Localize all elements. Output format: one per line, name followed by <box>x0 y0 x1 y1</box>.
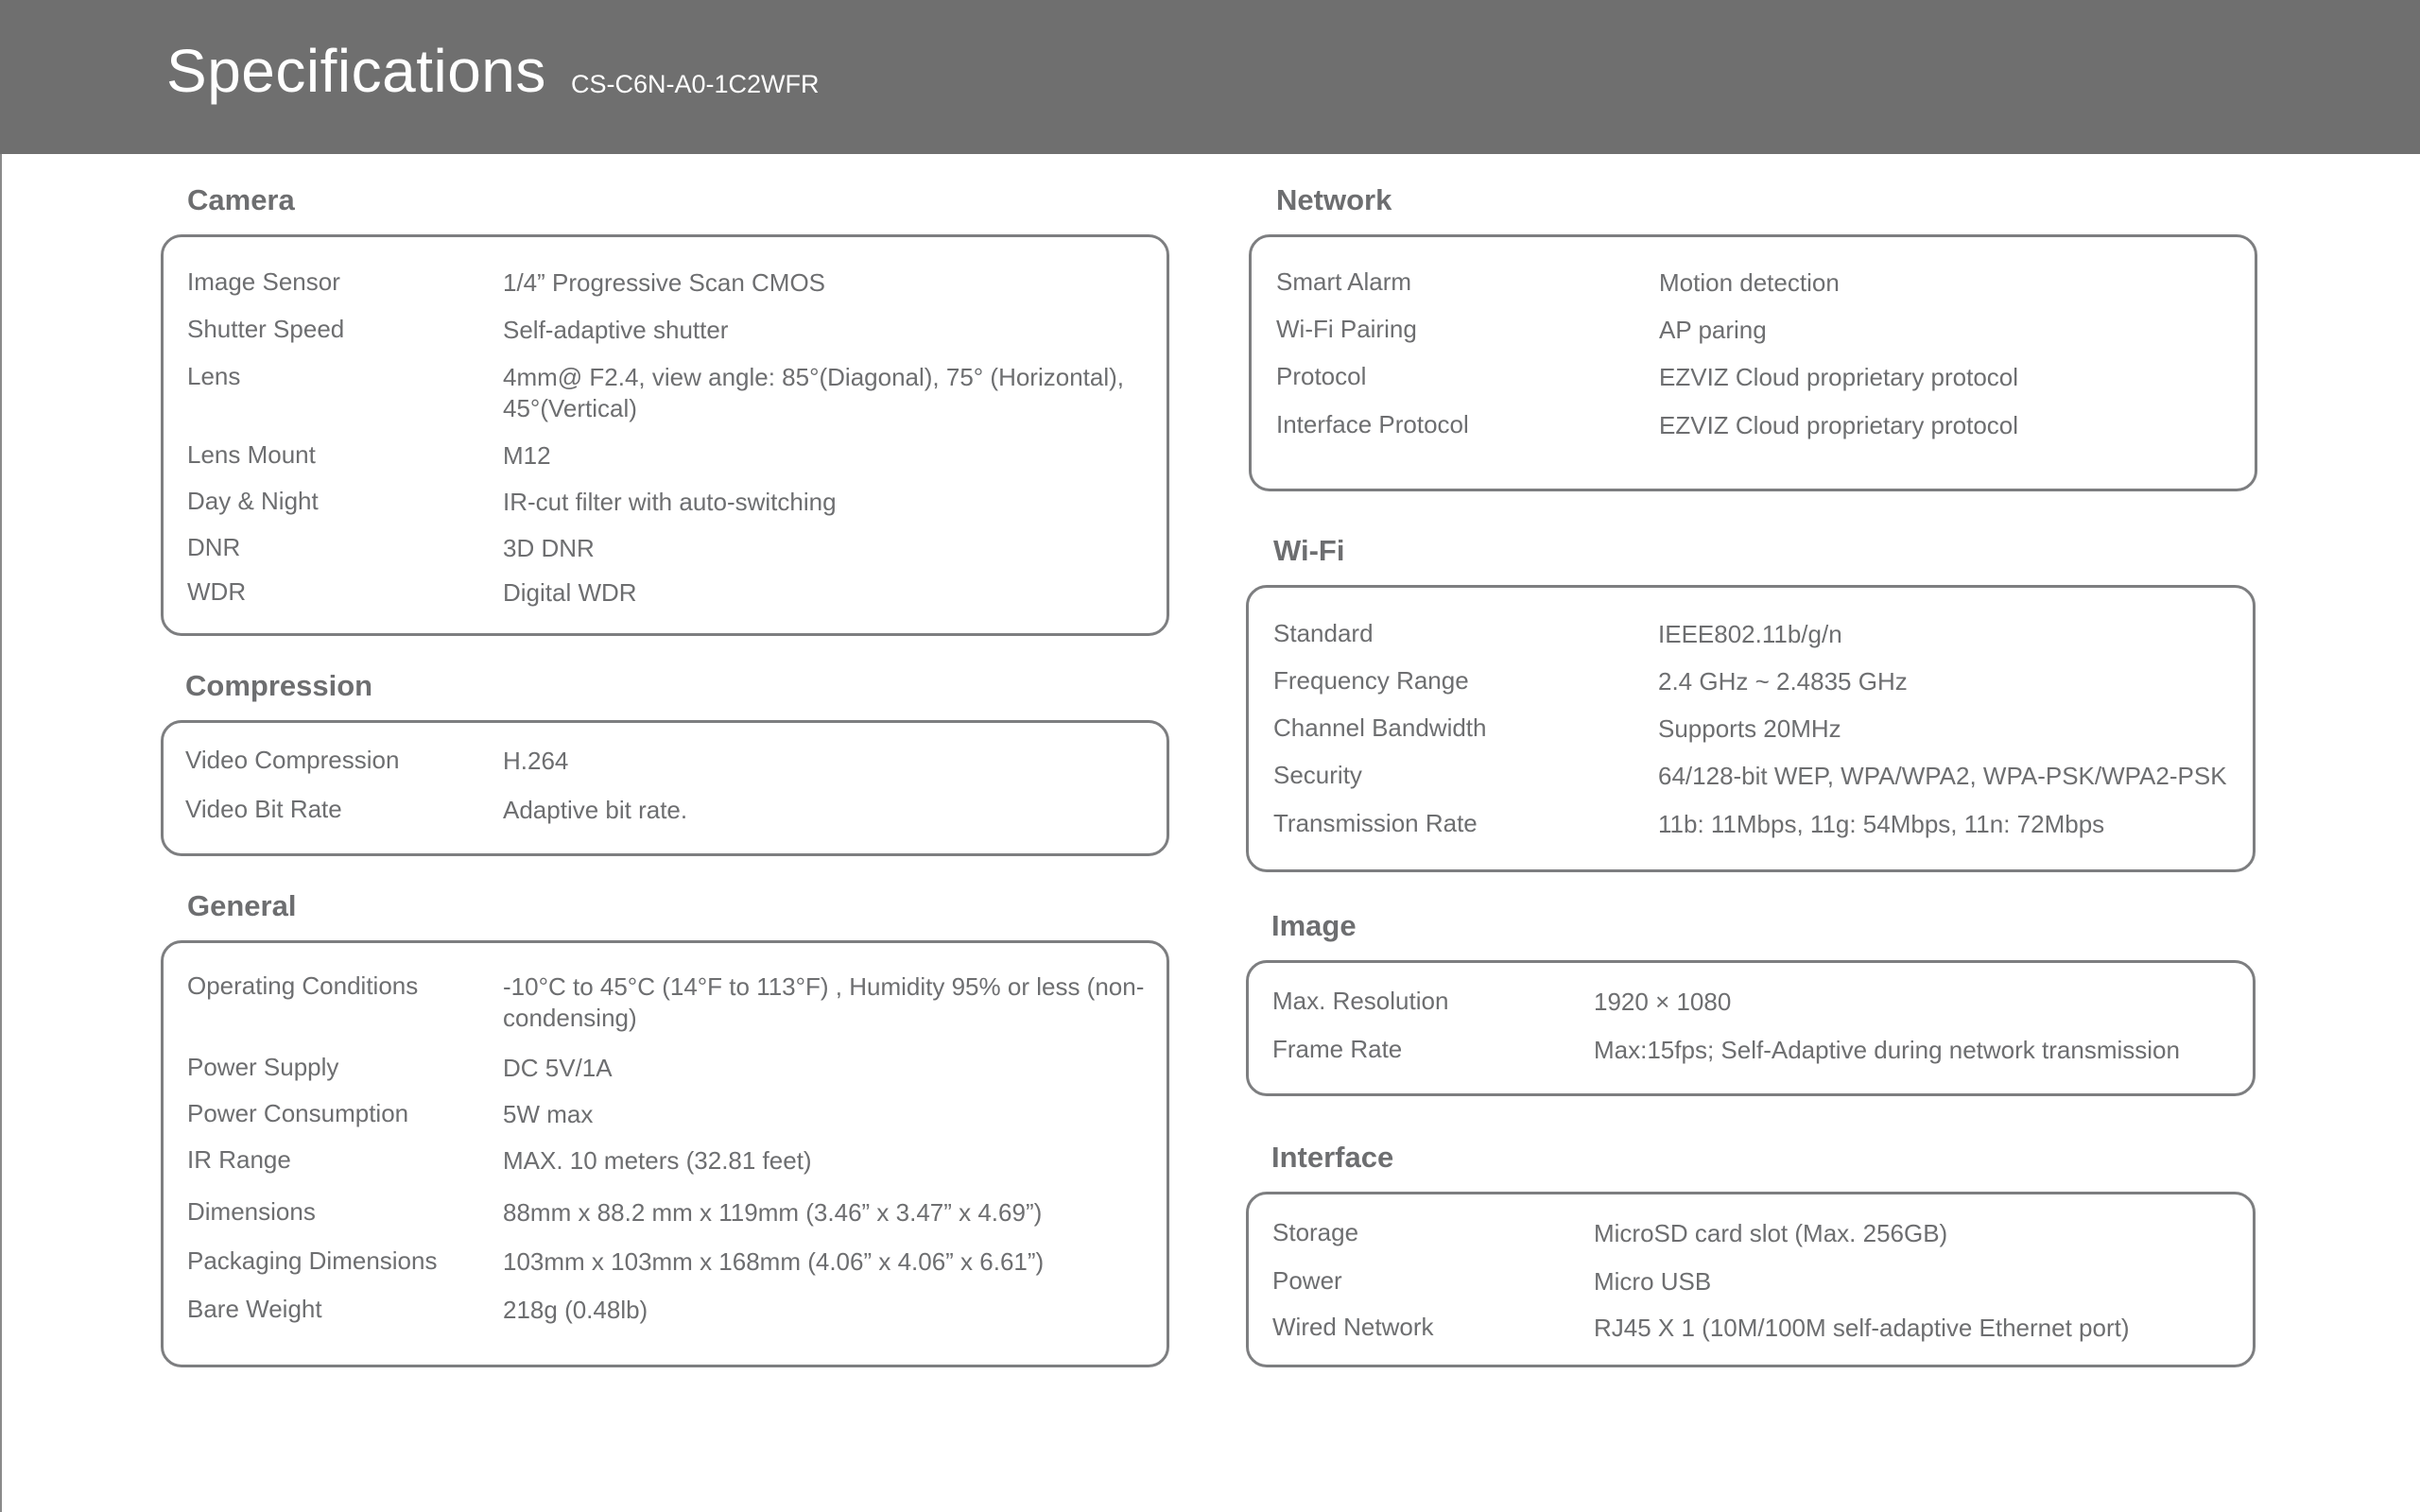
spec-value: 1/4” Progressive Scan CMOS <box>503 268 826 297</box>
spec-label: Wired Network <box>1272 1313 1434 1341</box>
spec-panel <box>1246 585 2256 872</box>
spec-label: Image Sensor <box>187 267 340 296</box>
spec-value: 218g (0.48lb) <box>503 1296 648 1324</box>
spec-label: Lens Mount <box>187 440 316 469</box>
spec-label: Security <box>1273 761 1362 789</box>
section-title: Network <box>1276 183 1392 216</box>
spec-value: 64/128-bit WEP, WPA/WPA2, WPA-PSK/WPA2-PSK <box>1658 762 2227 790</box>
spec-value: MicroSD card slot (Max. 256GB) <box>1594 1219 1948 1247</box>
spec-label: WDR <box>187 577 247 606</box>
spec-label: Frequency Range <box>1273 666 1469 695</box>
section-title: Image <box>1271 909 1357 942</box>
spec-label: Video Compression <box>185 746 400 774</box>
section-title: Wi-Fi <box>1273 534 1345 567</box>
spec-value: 3D DNR <box>503 534 595 562</box>
spec-value: EZVIZ Cloud proprietary protocol <box>1659 363 2019 391</box>
spec-value: AP paring <box>1659 316 1767 344</box>
spec-value: Motion detection <box>1659 268 1840 297</box>
spec-value: 11b: 11Mbps, 11g: 54Mbps, 11n: 72Mbps <box>1658 810 2105 838</box>
spec-label: Day & Night <box>187 487 319 515</box>
spec-label: Bare Weight <box>187 1295 322 1323</box>
page-title: Specifications <box>166 37 546 105</box>
spec-value: Self-adaptive shutter <box>503 316 729 344</box>
spec-label: Packaging Dimensions <box>187 1246 438 1275</box>
spec-label: Power Consumption <box>187 1099 409 1127</box>
spec-label: Wi-Fi Pairing <box>1276 315 1417 343</box>
spec-label: Frame Rate <box>1272 1035 1403 1063</box>
spec-label: Channel Bandwidth <box>1273 713 1487 742</box>
section-title: Interface <box>1271 1141 1394 1174</box>
spec-value: 4mm@ F2.4, view angle: 85°(Diagonal), 75° (Horizontal), 45°(Vertical) <box>503 363 1125 422</box>
spec-panel <box>1246 1192 2256 1367</box>
model-number: CS-C6N-A0-1C2WFR <box>571 70 820 98</box>
spec-label: DNR <box>187 533 241 561</box>
spec-label: Dimensions <box>187 1197 316 1226</box>
spec-value: Micro USB <box>1594 1267 1712 1296</box>
section-title: Camera <box>187 183 295 216</box>
spec-value: -10°C to 45°C (14°F to 113°F) , Humidity 95% or less (non-condensing) <box>503 972 1145 1032</box>
spec-label: Protocol <box>1276 362 1367 390</box>
spec-value: 5W max <box>503 1100 594 1128</box>
page-left-border <box>0 0 2 1512</box>
spec-label: Power <box>1272 1266 1342 1295</box>
spec-label: Lens <box>187 362 241 390</box>
section-title: Compression <box>185 669 373 702</box>
spec-value: DC 5V/1A <box>503 1054 613 1082</box>
spec-panel <box>1246 960 2256 1096</box>
spec-panel <box>161 720 1169 856</box>
spec-value: Max:15fps; Self-Adaptive during network transmission <box>1594 1036 2180 1064</box>
spec-value: Supports 20MHz <box>1658 714 1841 743</box>
section-title: General <box>187 889 297 922</box>
spec-value: 1920 × 1080 <box>1594 988 1732 1016</box>
spec-panel <box>161 940 1169 1367</box>
spec-value: 2.4 GHz ~ 2.4835 GHz <box>1658 667 1908 696</box>
spec-label: Transmission Rate <box>1273 809 1478 837</box>
spec-value: IEEE802.11b/g/n <box>1658 620 1842 648</box>
spec-label: Storage <box>1272 1218 1359 1246</box>
page-header <box>0 0 2420 154</box>
spec-label: Operating Conditions <box>187 971 419 1000</box>
spec-value: 103mm x 103mm x 168mm (4.06” x 4.06” x 6.61”) <box>503 1247 1045 1276</box>
spec-value: M12 <box>503 441 551 470</box>
spec-value: RJ45 X 1 (10M/100M self-adaptive Ethernet port) <box>1594 1314 2130 1342</box>
spec-value: Adaptive bit rate. <box>503 796 688 824</box>
spec-label: Shutter Speed <box>187 315 345 343</box>
spec-label: Power Supply <box>187 1053 339 1081</box>
spec-label: Max. Resolution <box>1272 987 1449 1015</box>
spec-value: 88mm x 88.2 mm x 119mm (3.46” x 3.47” x 4.69”) <box>503 1198 1043 1227</box>
spec-value: EZVIZ Cloud proprietary protocol <box>1659 411 2019 439</box>
spec-value: MAX. 10 meters (32.81 feet) <box>503 1146 812 1175</box>
spec-panel <box>161 234 1169 636</box>
spec-label: Interface Protocol <box>1276 410 1469 438</box>
spec-value: Digital WDR <box>503 578 637 607</box>
spec-panel <box>1249 234 2257 491</box>
spec-value: H.264 <box>503 747 569 775</box>
spec-label: Standard <box>1273 619 1374 647</box>
spec-value: IR-cut filter with auto-switching <box>503 488 837 516</box>
spec-label: IR Range <box>187 1145 291 1174</box>
spec-label: Video Bit Rate <box>185 795 342 823</box>
spec-label: Smart Alarm <box>1276 267 1412 296</box>
